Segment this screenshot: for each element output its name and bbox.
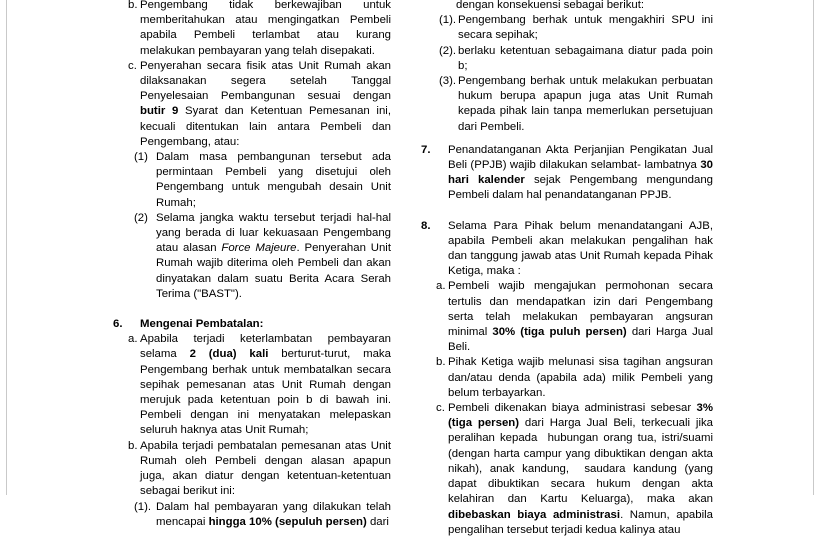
list-marker: a. [436,280,446,293]
list-text: Apabila terjadi keterlambatan pembayaran selama 2 (dua) kali berturut-turut, maka Pengembang berhak untuk membatalkan secara sepihak pemesanan atas Unit Rumah dengan merujuk pada ketentuan poin b di bawah ini. Pembeli dengan ini menyatakan melepaskan seluruh haknya atas Unit Rumah; [140,333,391,437]
list-marker: b. [436,356,446,369]
list-text: Apabila terjadi pembatalan pemesanan atas Unit Rumah oleh Pembeli dengan alasan apapun juga, akan diatur dengan ketentuan-ketentuan sebagai berikut ini: [140,439,391,498]
list-item [439,74,713,135]
paragraph-text: dengan konsekuensi sebagai berikut: [456,0,645,11]
list-marker: (1). [439,14,457,27]
list-marker: (3). [439,75,457,88]
section-title: Mengenai Pembatalan: [140,318,264,331]
section-text: Penandatanganan Akta Perjanjian Pengikatan Jual Beli (PPJB) wajib dilakukan selambat- lambatnya 30 hari kalender sejak Pengembang mengundang Pembeli dalam hal penandatanganan PPJB. [448,143,713,202]
list-marker: (2) [134,211,148,224]
list-item [436,401,713,538]
paragraph-spacer [421,135,713,143]
list-item [439,13,713,43]
left-column [113,0,391,530]
section-heading-6 [113,317,391,332]
list-text: Pihak Ketiga wajib melunasi sisa tagihan angsuran dan/atau denda (apabila ada) milik Pembeli yang belum terbayarkan. [448,356,713,399]
list-item [436,355,713,401]
list-item [128,332,391,438]
list-text: Selama jangka waktu tersebut terjadi hal-hal yang berada di luar kekuasaan Pengembang atau alasan Force Majeure. Penyerahan Unit Rumah wajib diterima oleh Pembeli dan akan dinyatakan dalam suatu Berita Acara Serah Terima ("BAST"). [156,211,391,300]
list-marker: c. [128,59,137,72]
list-marker: (2). [439,44,457,57]
list-marker: b. [128,439,138,452]
section-text: Selama Para Pihak belum menandatangani AJB, apabila Pembeli akan melakukan pengalihan hak dan tanggung jawab atas Unit Rumah kepada Pihak Ketiga, maka : [448,219,713,278]
list-text: Pengembang tidak berkewajiban untuk memberitahukan atau mengingatkan Pembeli apabila Pembeli terlambat atau kurang melakukan pembayaran yang telah disepakati. [140,0,391,57]
list-item [134,500,391,530]
list-marker: a. [128,333,138,346]
list-text: Dalam masa pembangunan tersebut ada permintaan Pembeli yang disetujui oleh Pengembang untuk mengubah desain Unit Rumah; [156,151,391,209]
list-item [134,211,391,302]
section-number: 7. [421,143,431,156]
right-column [421,0,713,538]
paragraph-continuation [421,0,713,13]
section-number: 8. [421,219,431,232]
list-text: berlaku ketentuan sebagaimana diatur pada poin b; [458,44,713,72]
list-text: Pengembang berhak untuk mengakhiri SPU ini secara sepihak; [458,14,713,42]
list-item [439,44,713,74]
list-marker: c. [436,402,445,415]
list-item [128,59,391,150]
list-item [128,0,391,59]
list-marker: (1) [134,151,148,164]
section-item-8 [421,219,713,280]
list-marker: b. [128,0,138,11]
list-text: Pembeli wajib mengajukan permohonan secara tertulis dan mendapatkan izin dari Pengembang serta telah melakukan pembayaran angsuran minimal 30% (tiga puluh persen) dari Harga Jual Beli. [448,280,713,354]
list-text: Pengembang berhak untuk melakukan perbuatan hukum berupa apapun juga atas Unit Rumah kepada pihak lain tanpa memerlukan persetujuan dari Pembeli. [458,75,713,133]
list-text: Dalam hal pembayaran yang dilakukan telah mencapai hingga 10% (sepuluh persen) dari [156,500,391,528]
list-item [134,150,391,211]
list-item [436,279,713,355]
list-text: Penyerahan secara fisik atas Unit Rumah akan dilaksanakan segera setelah Tanggal Penyelesaian Pembangunan sesuai dengan butir 9 Syarat dan Ketentuan Pemesanan ini, kecuali ditentukan lain antara Pembeli dan Pengembang, atau: [140,59,391,148]
list-item [128,439,391,500]
list-marker: (1). [134,500,152,513]
section-item-7 [421,143,713,204]
section-number: 6. [113,318,123,331]
paragraph-spacer [113,302,391,317]
paragraph-spacer [421,204,713,219]
list-text: Pembeli dikenakan biaya administrasi sebesar 3% (tiga persen) dari Harga Jual Beli, terkecuali jika peralihan kepada hubungan orang tua, istri/suami (dengan harta campur yang dibuktikan dengan akta nikah), anak kandung, saudara kandung (yang dapat dibuktikan secara hukum dengan akta kelahiran dan Kartu Keluarga), maka akan dibebaskan biaya administrasi. Namun, apabila pengalihan tersebut terjadi kedua kalinya atau [448,402,714,536]
